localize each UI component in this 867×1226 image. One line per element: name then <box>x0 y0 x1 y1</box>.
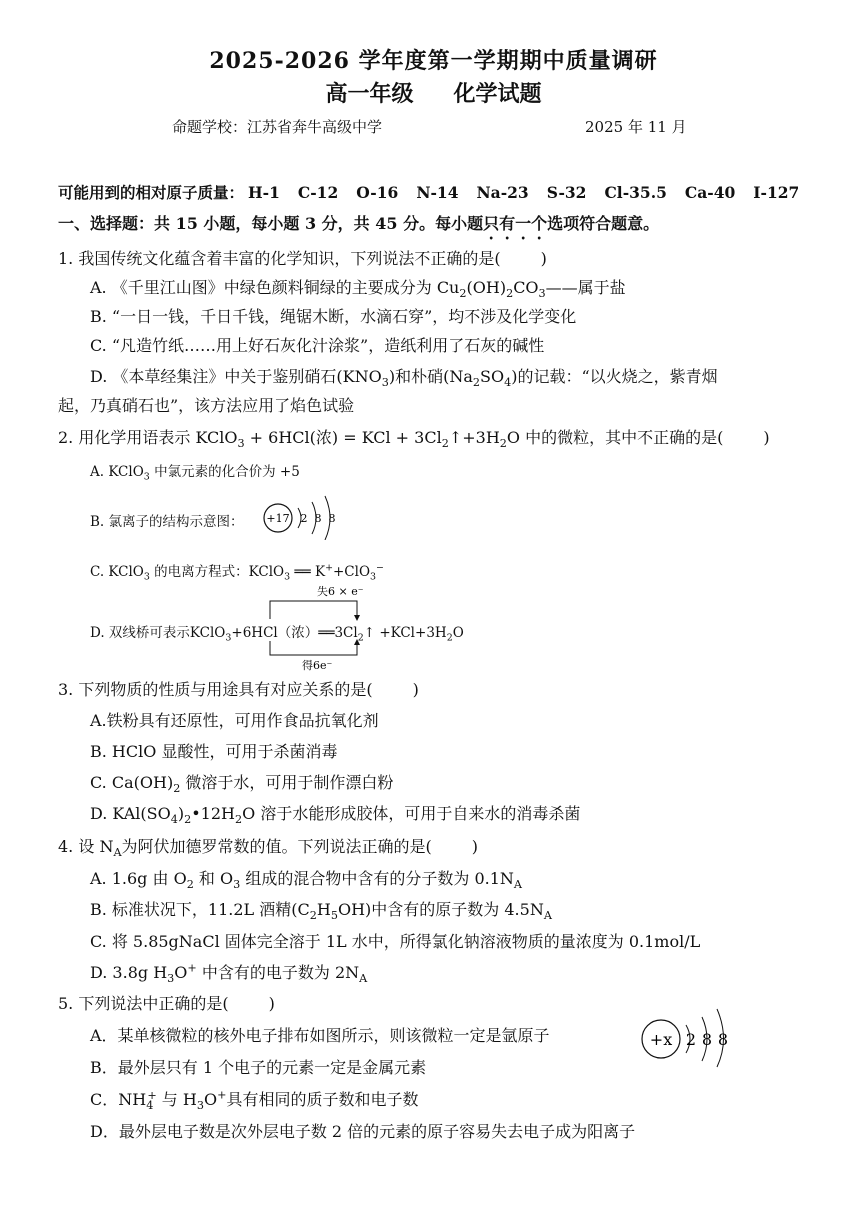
mass-cl: Cl-35.5 <box>604 183 667 202</box>
section-heading: 一、选择题：共 15 小题，每小题 3 分，共 45 分。每小题只有一个选项符合题意。 <box>58 214 660 233</box>
q2-option-d: D. 双线桥可表示KClO$_3$+6HCl（浓）$══3Cl_2↑ +KCl+3H_2O$ <box>90 625 464 644</box>
q1-stem: 1. 我国传统文化蕴含着丰富的化学知识，下列说法不正确的是( ) <box>58 249 547 268</box>
subject-label: 化学试题 <box>453 81 542 107</box>
exam-title: 2025-2026 学年度第一学期期中质量调研 <box>209 48 658 74</box>
q3-option-d: D. $KAl(SO_4)_2•12H_2O$ 溶于水能形成胶体，可用于自来水的消毒杀菌 <box>90 804 581 827</box>
shell-2: 8 <box>314 512 322 525</box>
chloride-ion-structure-diagram <box>262 488 352 540</box>
q2-option-c: C. KClO$_3$ 的电离方程式：KClO$_3$ ══ K++ClO$_3$− <box>90 562 384 583</box>
q3-option-b: B. HClO 显酸性，可用于杀菌消毒 <box>90 742 338 761</box>
nucleus-label: +17 <box>266 512 290 525</box>
mass-c: C-12 <box>297 183 339 202</box>
q5-option-a: A．某单核微粒的核外电子排布如图所示，则该微粒一定是氩原子 <box>90 1026 550 1045</box>
mass-n: N-14 <box>416 183 459 202</box>
q4-stem: 4. 设 $N_A$为阿伏加德罗常数的值。下列说法正确的是( ) <box>58 837 479 860</box>
shell-2: 8 <box>701 1030 713 1049</box>
mass-h: H-1 <box>248 183 280 202</box>
grade-label: 高一年级 <box>325 81 414 107</box>
q5-option-c: C．$NH_4^+$ 与 $H_3O^+$具有相同的质子数和电子数 <box>90 1088 419 1113</box>
atomic-masses-label: 可能用到的相对原子质量： <box>58 183 245 202</box>
mass-s: S-32 <box>546 183 587 202</box>
q1-option-a: A. 《千里江山图》中绿色颜料铜绿的主要成分为 $Cu_2(OH)_2CO_3——$属于盐 <box>90 278 626 301</box>
q5-option-d: D．最外层电子数是次外层电子数 2 倍的元素的原子容易失去电子成为阳离子 <box>90 1122 636 1141</box>
shell-1: 2 <box>300 512 308 525</box>
shell-3: 8 <box>328 512 336 525</box>
q4-option-b: B. 标准状况下，11.2L 酒精$(C_2H_5OH)$中含有的原子数为 $4.5N_A$ <box>90 900 552 923</box>
mass-o: O-16 <box>356 183 399 202</box>
electron-loss-label: 失6 × e⁻ <box>317 585 364 598</box>
school-source: 命题学校：江苏省奔牛高级中学 <box>172 118 383 136</box>
q2-option-b: B. 氯离子的结构示意图： <box>90 514 244 530</box>
mass-na: Na-23 <box>476 183 529 202</box>
q4-option-d: D. 3.8g $H_3O^+$ 中含有的电子数为 $2N_A$ <box>90 961 368 986</box>
atomic-masses <box>58 181 799 203</box>
emphasis-text: 只有一个 <box>483 214 548 233</box>
q3-option-c: C. $Ca(OH)_2$ 微溶于水，可用于制作漂白粉 <box>90 773 394 796</box>
q5-stem: 5. 下列说法中正确的是( ) <box>58 994 275 1013</box>
q1-option-b: B. “一日一钱，千日千钱，绳锯木断，水滴石穿”，均不涉及化学变化 <box>90 307 577 326</box>
q1-option-d: D. 《本草经集注》中关于鉴别硝石$(KNO_3)$和朴硝$(Na_2SO_4)$的记载：“以火烧之，紫青烟 <box>90 367 718 390</box>
exam-date: 2025 年 11 月 <box>585 118 687 136</box>
mass-i: I-127 <box>753 183 800 202</box>
q2-stem: 2. 用化学用语表示 KClO$_3$ + 6HCl(浓) = KCl + $3Cl_2↑+3H_2O$ 中的微粒，其中不正确的是( ) <box>58 428 770 451</box>
exam-subtitle <box>0 77 867 108</box>
q4-option-c: C. 将 5.85gNaCl 固体完全溶于 1L 水中，所得氯化钠溶液物质的量浓度为 0.1mol/L <box>90 932 701 951</box>
q1-option-d-cont: 起，乃真硝石也”，该方法应用了焰色试验 <box>58 396 355 415</box>
q1-option-c: C. “凡造竹纸……用上好石灰化汁涂浆”，造纸利用了石灰的碱性 <box>90 336 545 355</box>
shell-1: 2 <box>685 1030 697 1049</box>
q3-stem: 3. 下列物质的性质与用途具有对应关系的是( ) <box>58 680 419 699</box>
mass-ca: Ca-40 <box>684 183 736 202</box>
shell-3: 8 <box>717 1030 729 1049</box>
nucleus-label: +x <box>649 1030 673 1049</box>
q4-option-a: A. 1.6g 由 $O_2$ 和 $O_3$ 组成的混合物中含有的分子数为 $0.1N_A$ <box>90 869 522 892</box>
q2-option-a: A. KClO$_3$ 中氯元素的化合价为 +5 <box>90 464 300 483</box>
q3-option-a: A.铁粉具有还原性，可用作食品抗氧化剂 <box>90 711 379 730</box>
q5-option-b: B．最外层只有 1 个电子的元素一定是金属元素 <box>90 1058 427 1077</box>
electron-shell-diagram <box>640 1003 740 1069</box>
electron-gain-label: 得6e⁻ <box>302 659 333 672</box>
